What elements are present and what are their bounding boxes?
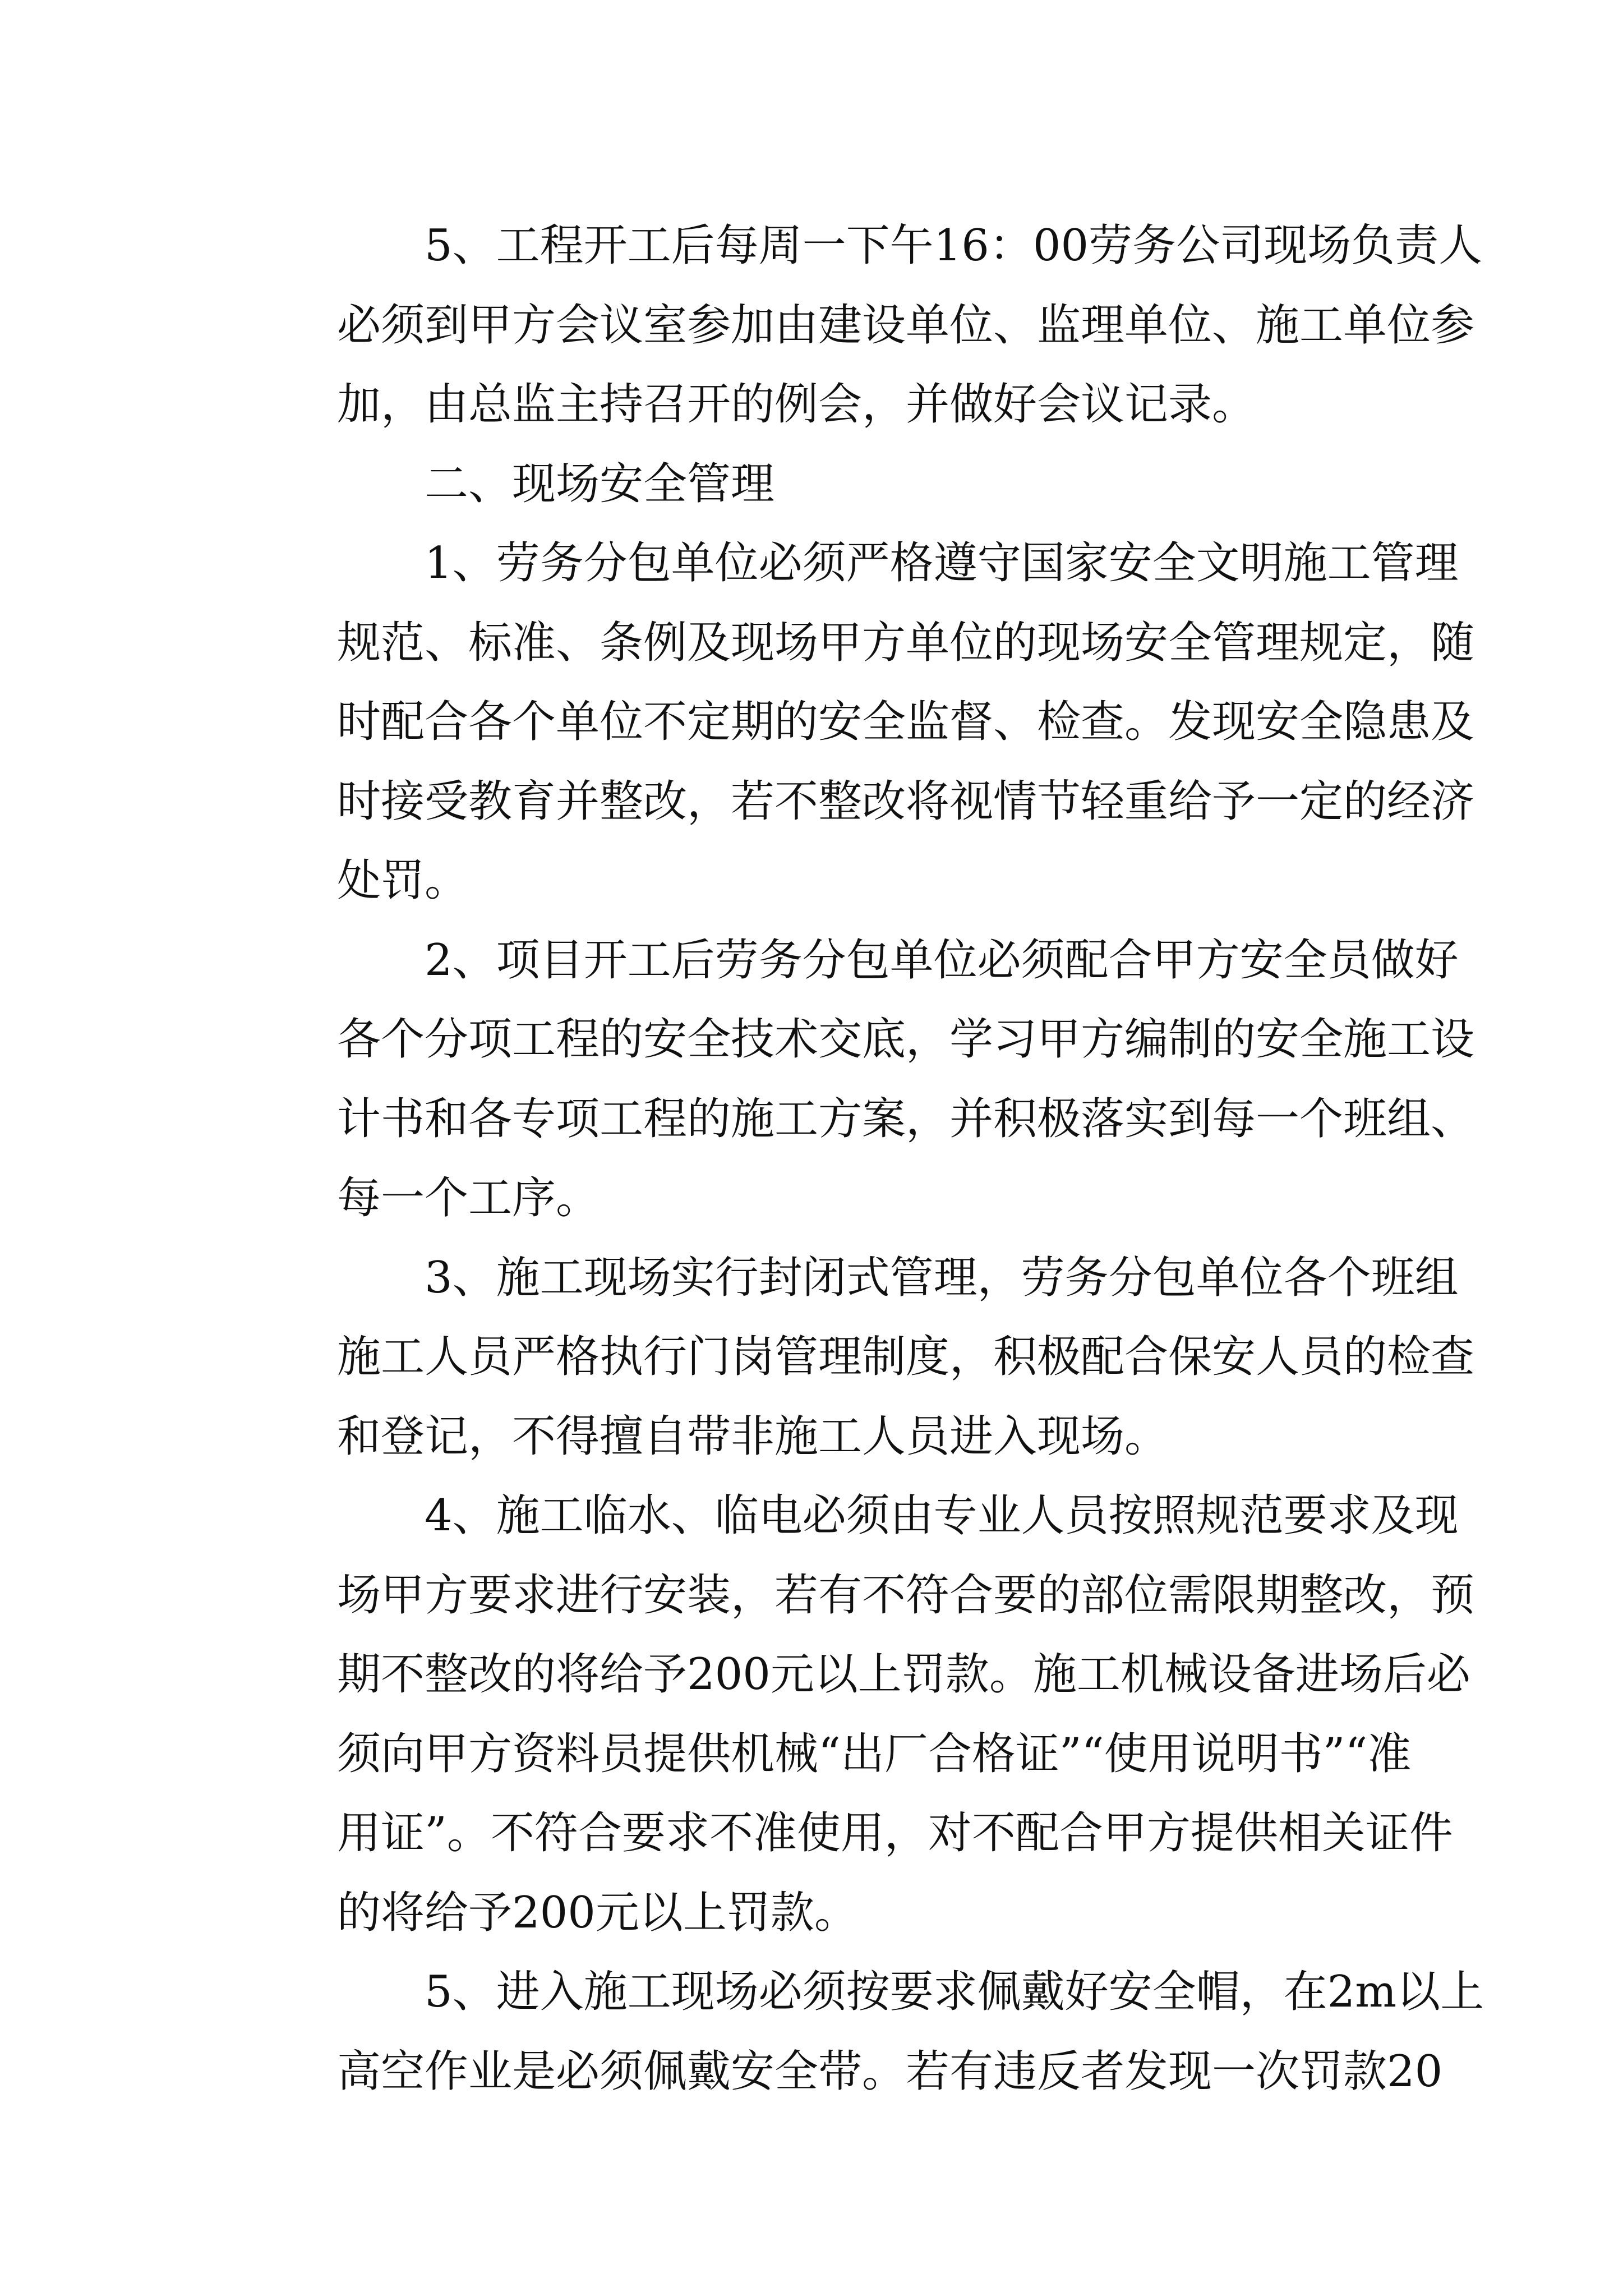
- text-line: 每一个工序。: [337, 1173, 600, 1223]
- paragraph-safety-rule-1: [250, 524, 1475, 921]
- text-line: 计书和各专项工程的施工方案，并积极落实到每一个班组、: [337, 1093, 1475, 1144]
- text-line: 时接受教育并整改，若不整改将视情节轻重给予一定的经济: [337, 776, 1475, 827]
- text-line: 5、工程开工后每周一下午16：00劳务公司现场负责人: [425, 220, 1483, 271]
- text-line: 各个分项工程的安全技术交底，学习甲方编制的安全施工设: [337, 1014, 1475, 1065]
- paragraph-safety-rule-3: [250, 1239, 1475, 1477]
- section-heading-safety-management: [250, 445, 1382, 524]
- text-line: 必须到甲方会议室参加由建设单位、监理单位、施工单位参: [337, 300, 1475, 351]
- text-line: 场甲方要求进行安装，若有不符合要的部位需限期整改，预: [337, 1570, 1475, 1621]
- text-line: 用证”。不符合要求不准使用，对不配合甲方提供相关证件: [337, 1808, 1453, 1858]
- paragraph-weekly-meeting: [250, 206, 1483, 445]
- text-line: 高空作业是必须佩戴安全带。若有违反者发现一次罚款20: [337, 2046, 1443, 2097]
- paragraph-safety-rule-2: [250, 921, 1475, 1239]
- text-line: 须向甲方资料员提供机械“出厂合格证”“使用说明书”“准: [337, 1728, 1412, 1779]
- text-line: 4、施工临水、临电必须由专业人员按照规范要求及现: [425, 1490, 1459, 1541]
- text-line: 规范、标准、条例及现场甲方单位的现场安全管理规定，随: [337, 617, 1475, 668]
- text-line: 5、进入施工现场必须按要求佩戴好安全帽，在2m以上: [425, 1967, 1484, 2017]
- section-heading: 二、现场安全管理: [425, 458, 775, 509]
- text-line: 加，由总监主持召开的例会，并做好会议记录。: [337, 379, 1256, 430]
- text-line: 2、项目开工后劳务分包单位必须配合甲方安全员做好: [425, 935, 1459, 986]
- paragraph-safety-rule-4: [250, 1476, 1475, 1953]
- text-line: 施工人员严格执行门岗管理制度，积极配合保安人员的检查: [337, 1332, 1475, 1382]
- text-line: 的将给予200元以上罚款。: [337, 1887, 858, 1938]
- text-line: 3、施工现场实行封闭式管理，劳务分包单位各个班组: [425, 1252, 1459, 1303]
- text-line: 期不整改的将给予200元以上罚款。施工机械设备进场后必: [337, 1649, 1470, 1700]
- text-line: 1、劳务分包单位必须严格遵守国家安全文明施工管理: [425, 538, 1459, 588]
- document-body: [250, 206, 1484, 2111]
- text-line: 处罚。: [337, 855, 469, 906]
- text-line: 和登记，不得擅自带非施工人员进入现场。: [337, 1411, 1169, 1462]
- paragraph-safety-rule-5: [250, 1953, 1484, 2111]
- text-line: 时配合各个单位不定期的安全监督、检查。发现安全隐患及: [337, 697, 1475, 747]
